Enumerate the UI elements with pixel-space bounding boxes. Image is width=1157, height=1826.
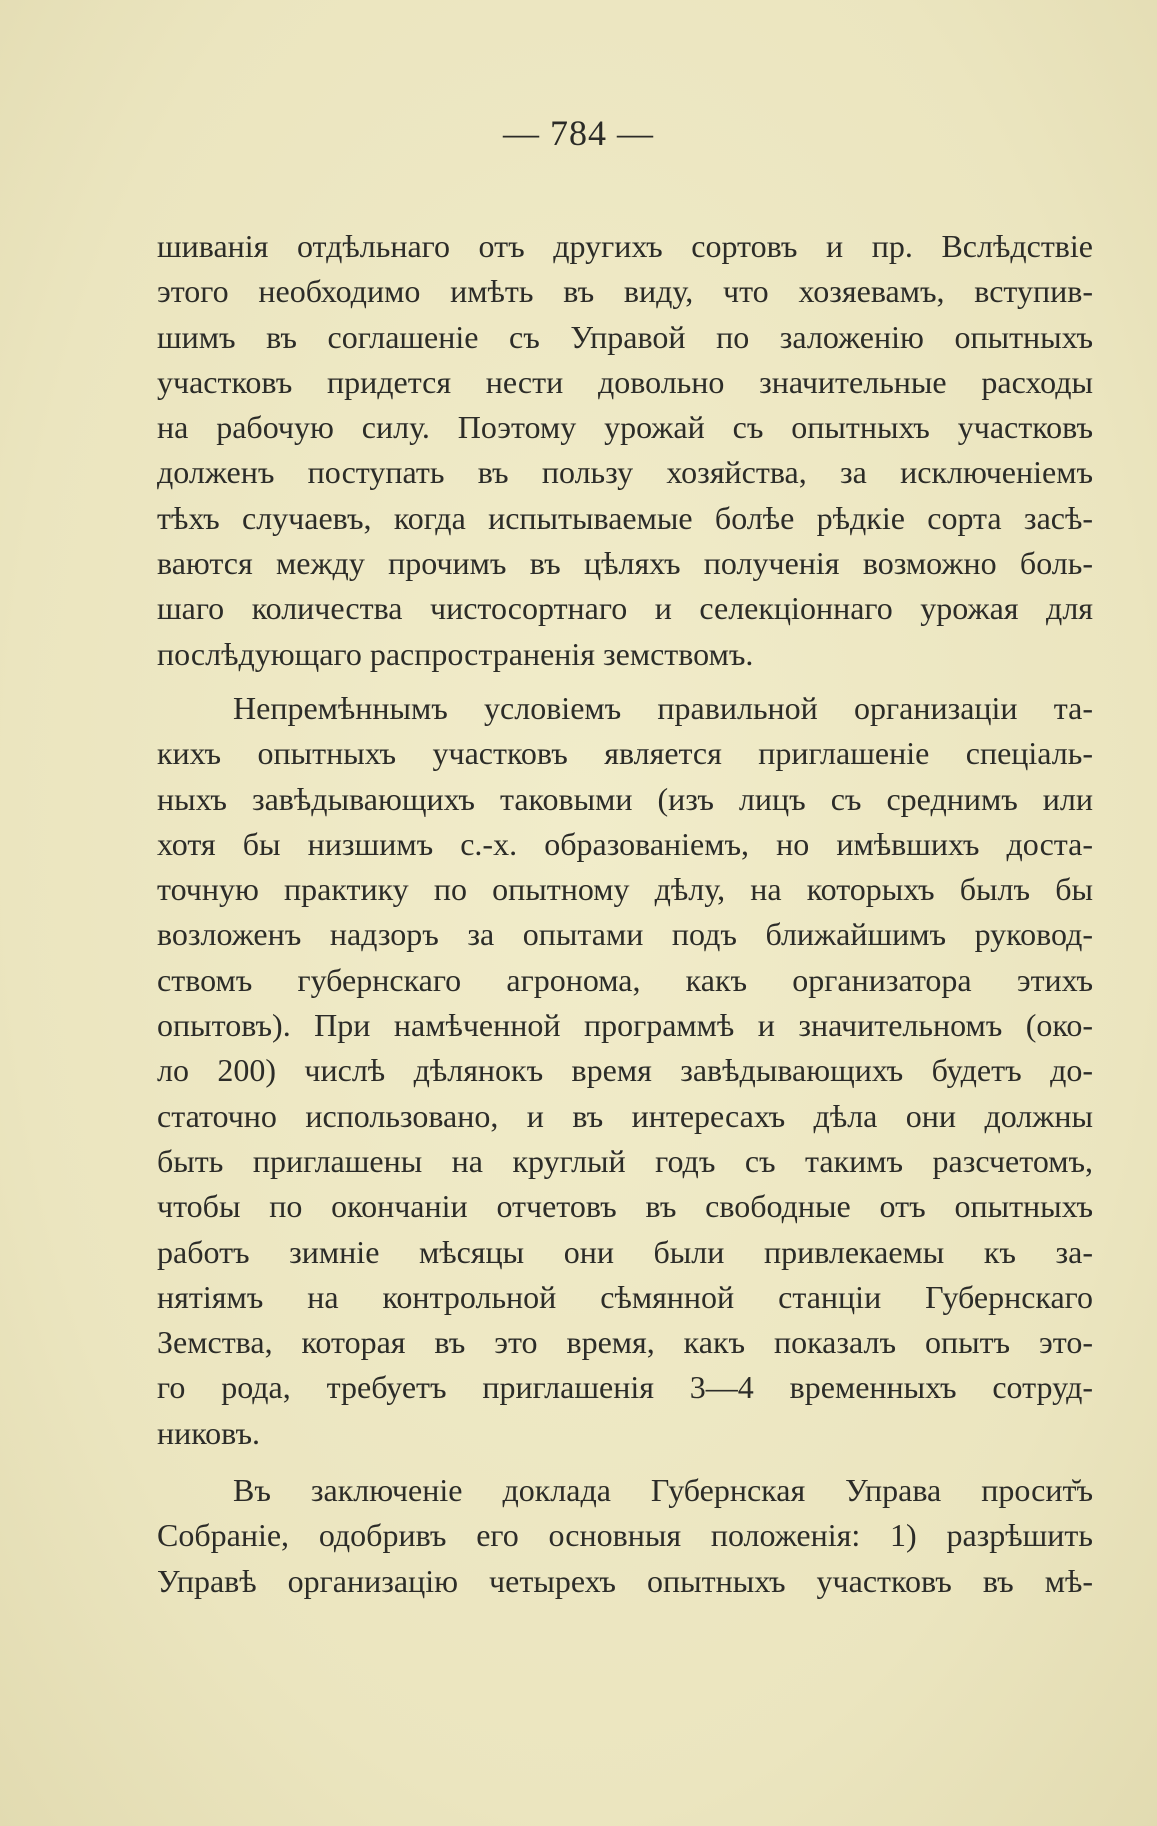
text-line: статочно использовано, и въ интересахъ дѣла они должны: [157, 1097, 1093, 1134]
text-line: кихъ опытныхъ участковъ является приглашеніе спеціаль-: [157, 735, 1093, 772]
text-line: послѣдующаго распространенія земствомъ.: [157, 635, 754, 672]
text-line: шимъ въ соглашеніе съ Управой по заложенію опытныхъ: [157, 318, 1093, 355]
text-line: быть приглашены на круглый годъ съ такимъ разсчетомъ,: [157, 1142, 1093, 1179]
text-line: ло 200) числѣ дѣлянокъ время завѣдывающихъ будетъ до-: [157, 1052, 1093, 1089]
paragraph-3: [157, 1468, 1093, 1604]
text-line: ваются между прочимъ въ цѣляхъ полученія возможно боль-: [157, 545, 1093, 582]
text-line: шиванія отдѣльнаго отъ другихъ сортовъ и пр. Вслѣдствіе: [157, 228, 1093, 264]
text-line: возложенъ надзоръ за опытами подъ ближайшимъ руковод-: [157, 916, 1093, 953]
text-line: хотя бы низшимъ с.-х. образованіемъ, но имѣвшихъ доста-: [157, 825, 1093, 862]
text-line: Собраніе, одобривъ его основныя положенія: 1) разрѣшить: [157, 1517, 1093, 1554]
text-line: тѣхъ случаевъ, когда испытываемые болѣе рѣдкіе сорта засѣ-: [157, 499, 1093, 536]
text-line: ствомъ губернскаго агронома, какъ организатора этихъ: [157, 961, 1093, 998]
text-line: на рабочую силу. Поэтому урожай съ опытныхъ участковъ: [157, 409, 1093, 446]
page-number: — 784 —: [503, 113, 654, 153]
text-line: чтобы по окончаніи отчетовъ въ свободные отъ опытныхъ: [157, 1188, 1093, 1225]
text-line: Въ заключеніе доклада Губернская Управа просит̆ъ: [233, 1472, 1093, 1508]
text-line: ныхъ завѣдывающихъ таковыми (изъ лицъ съ среднимъ или: [157, 780, 1093, 817]
text-line: Непремѣннымъ условіемъ правильной организаціи та-: [233, 690, 1093, 726]
paragraph-2: [157, 686, 1093, 1456]
text-line: участковъ придется нести довольно значительные расходы: [157, 363, 1093, 400]
text-line: шаго количества чистосортнаго и селекціоннаго урожая для: [157, 590, 1093, 627]
text-line: го рода, требуетъ приглашенія 3—4 временныхъ сотруд-: [157, 1369, 1093, 1406]
text-line: Земства, которая въ это время, какъ показалъ опытъ это-: [157, 1324, 1093, 1361]
text-line: опытовъ). При намѣченной программѣ и значительномъ (око-: [157, 1007, 1093, 1044]
text-line: этого необходимо имѣть въ виду, что хозяевамъ, вступив-: [157, 273, 1093, 310]
text-line: никовъ.: [157, 1414, 261, 1451]
text-line: Управѣ организацію четырехъ опытныхъ участковъ въ мѣ-: [157, 1562, 1093, 1599]
text-line: работъ зимніе мѣсяцы они были привлекаемы къ за-: [157, 1233, 1093, 1270]
text-line: долженъ поступать въ пользу хозяйства, за исключеніемъ: [157, 454, 1093, 491]
text-line: нятіямъ на контрольной сѣмянной станціи Губернскаго: [157, 1278, 1093, 1315]
text-line: точную практику по опытному дѣлу, на которыхъ былъ бы: [157, 871, 1093, 908]
paragraph-1: [157, 224, 1093, 677]
